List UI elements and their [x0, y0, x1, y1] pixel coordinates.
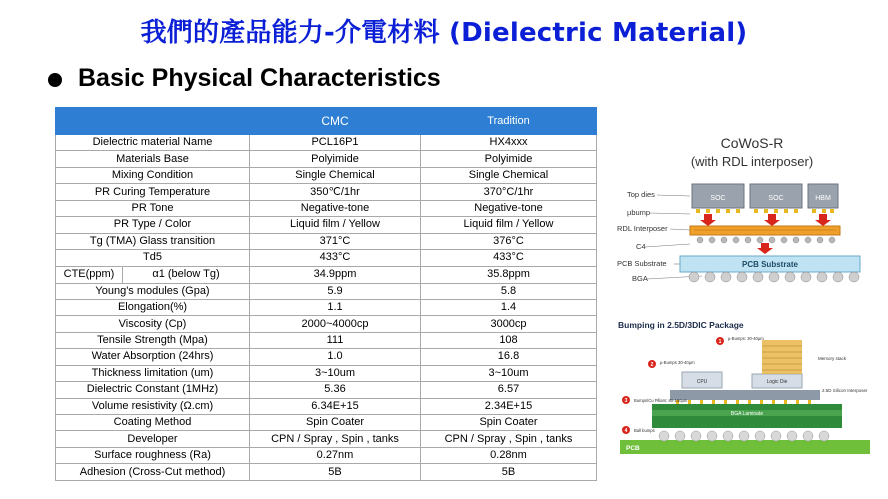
fig1-title-line1: CoWoS-R — [720, 135, 784, 151]
fig2-label-ubump-side: µ-Bumps 30-40µm — [660, 360, 695, 365]
row-label: Coating Method — [56, 415, 250, 431]
tradition-value: HX4xxx — [421, 135, 597, 151]
table-row — [56, 135, 597, 151]
spec-table — [55, 107, 597, 481]
tradition-value: Single Chemical — [421, 167, 597, 183]
tradition-value: Spin Coater — [421, 415, 597, 431]
tradition-value: 5B — [421, 464, 597, 480]
cmc-value: CPN / Spray , Spin , tanks — [250, 431, 421, 447]
cmc-value: 3~10um — [250, 365, 421, 381]
table-row — [56, 266, 597, 283]
row-label-cte — [56, 266, 250, 283]
row-label: Adhesion (Cross-Cut method) — [56, 464, 250, 480]
row-label: Td5 — [56, 250, 250, 266]
row-label: Tg (TMA) Glass transition — [56, 233, 250, 249]
table-row — [56, 283, 597, 299]
cmc-value: 371°C — [250, 233, 421, 249]
row-label: Surface roughness (Ra) — [56, 447, 250, 463]
tradition-value: CPN / Spray , Spin , tanks — [421, 431, 597, 447]
tradition-value: Polyimide — [421, 151, 597, 167]
fig2-label-cu-pillars: Bumps/Cu Pillars: 80-150µm — [634, 398, 688, 403]
header-empty — [56, 108, 250, 135]
row-label: Viscosity (Cp) — [56, 316, 250, 332]
table-row — [56, 349, 597, 365]
tradition-value: 5.8 — [421, 283, 597, 299]
row-label: Thickness limitation (um) — [56, 365, 250, 381]
cte-group-label: CTE(ppm) — [56, 267, 123, 283]
cmc-value: 350℃/1hr — [250, 184, 421, 200]
cmc-value: 433°C — [250, 250, 421, 266]
tradition-value: Liquid film / Yellow — [421, 217, 597, 233]
fig1-label-ubump: µbump — [627, 208, 651, 217]
table-row — [56, 250, 597, 266]
cmc-value: 5.9 — [250, 283, 421, 299]
row-label: Young's modules (Gpa) — [56, 283, 250, 299]
header-tradition: Tradition — [421, 108, 597, 135]
table-row — [56, 299, 597, 315]
table-row — [56, 415, 597, 431]
fig2-label-pcb: PCB — [626, 445, 640, 452]
table-row — [56, 382, 597, 398]
fig1-label-rdl: RDL Interposer — [617, 224, 668, 233]
fig1-chip-hbm: HBM — [815, 195, 831, 202]
table-row — [56, 464, 597, 480]
row-label: PR Tone — [56, 200, 250, 216]
cmc-value: 1.0 — [250, 349, 421, 365]
row-label: Mixing Condition — [56, 167, 250, 183]
row-label: Materials Base — [56, 151, 250, 167]
table-row — [56, 332, 597, 348]
row-label: Dielectric material Name — [56, 135, 250, 151]
fig1-label-c4: C4 — [636, 242, 646, 251]
tradition-value: 108 — [421, 332, 597, 348]
tradition-value: 16.8 — [421, 349, 597, 365]
row-label: Dielectric Constant (1MHz) — [56, 382, 250, 398]
table-row — [56, 447, 597, 463]
cmc-value: 111 — [250, 332, 421, 348]
fig2-marker-2: 2 — [650, 362, 654, 368]
fig2-label-memory: Memory stack — [818, 356, 847, 361]
fig2-label-logic: Logic Die — [766, 379, 788, 385]
tradition-value: 35.8ppm — [421, 266, 597, 283]
fig2-label-ubump-top: µ-Bumps: 30-40µm — [728, 336, 764, 341]
bumping-package-diagram — [612, 312, 878, 460]
tradition-value: 0.28nm — [421, 447, 597, 463]
tradition-value: 433°C — [421, 250, 597, 266]
cmc-value: 0.27nm — [250, 447, 421, 463]
fig1-substrate-label: PCB Substrate — [741, 260, 799, 269]
cte-sub-label: α1 (below Tg) — [152, 268, 220, 280]
cmc-value: 2000~4000cp — [250, 316, 421, 332]
bullet-icon — [48, 73, 62, 87]
cmc-value: Polyimide — [250, 151, 421, 167]
row-label: PR Type / Color — [56, 217, 250, 233]
cmc-value: 5.36 — [250, 382, 421, 398]
row-label: Tensile Strength (Mpa) — [56, 332, 250, 348]
tradition-value: 2.34E+15 — [421, 398, 597, 414]
cmc-value: 6.34E+15 — [250, 398, 421, 414]
fig2-label-ball-bumps: Ball bumps — [634, 428, 655, 433]
cmc-value: Spin Coater — [250, 415, 421, 431]
tradition-value: 1.4 — [421, 299, 597, 315]
fig1-chip-soc-1: SOC — [710, 195, 726, 202]
table-row — [56, 151, 597, 167]
fig2-label-interposer: 2.5D Silicon Interposer — [822, 388, 868, 393]
cmc-value: Single Chemical — [250, 167, 421, 183]
tradition-value: 376°C — [421, 233, 597, 249]
section-heading: Basic Physical Characteristics — [78, 64, 441, 92]
fig2-label-bga-laminate: BGA Laminate — [730, 411, 764, 417]
fig2-title: Bumping in 2.5D/3DIC Package — [618, 320, 744, 330]
tradition-value: Negative-tone — [421, 200, 597, 216]
table-row — [56, 200, 597, 216]
table-header-row — [56, 108, 597, 135]
table-row — [56, 431, 597, 447]
cmc-value: PCL16P1 — [250, 135, 421, 151]
row-label: Developer — [56, 431, 250, 447]
table-row — [56, 365, 597, 381]
tradition-value: 3~10um — [421, 365, 597, 381]
header-cmc: CMC — [250, 108, 421, 135]
row-label: Water Absorption (24hrs) — [56, 349, 250, 365]
row-label: PR Curing Temperature — [56, 184, 250, 200]
fig1-chip-soc-2: SOC — [768, 195, 784, 202]
fig1-label-bga: BGA — [632, 274, 648, 283]
cmc-value: 5B — [250, 464, 421, 480]
page-title: 我們的產品能力-介電材料 (Dielectric Material) — [140, 18, 748, 48]
tradition-value: 370°C/1hr — [421, 184, 597, 200]
fig1-title-line2: (with RDL interposer) — [690, 154, 814, 169]
table-row — [56, 217, 597, 233]
fig2-marker-3: 3 — [624, 398, 628, 404]
cmc-value: 1.1 — [250, 299, 421, 315]
cmc-value: Negative-tone — [250, 200, 421, 216]
table-row — [56, 184, 597, 200]
table-row — [56, 316, 597, 332]
fig2-label-cpu: CPU — [696, 379, 708, 385]
cowos-r-diagram — [612, 130, 878, 290]
fig1-label-top-dies: Top dies — [627, 190, 655, 199]
fig2-marker-1: 1 — [718, 339, 722, 345]
tradition-value: 6.57 — [421, 382, 597, 398]
row-label: Volume resistivity (Ω.cm) — [56, 398, 250, 414]
cmc-value: Liquid film / Yellow — [250, 217, 421, 233]
cmc-value: 34.9ppm — [250, 266, 421, 283]
tradition-value: 3000cp — [421, 316, 597, 332]
table-row — [56, 233, 597, 249]
fig2-marker-4: 4 — [624, 428, 628, 434]
table-row — [56, 167, 597, 183]
row-label: Elongation(%) — [56, 299, 250, 315]
fig1-label-pcb: PCB Substrate — [617, 259, 667, 268]
table-row — [56, 398, 597, 414]
